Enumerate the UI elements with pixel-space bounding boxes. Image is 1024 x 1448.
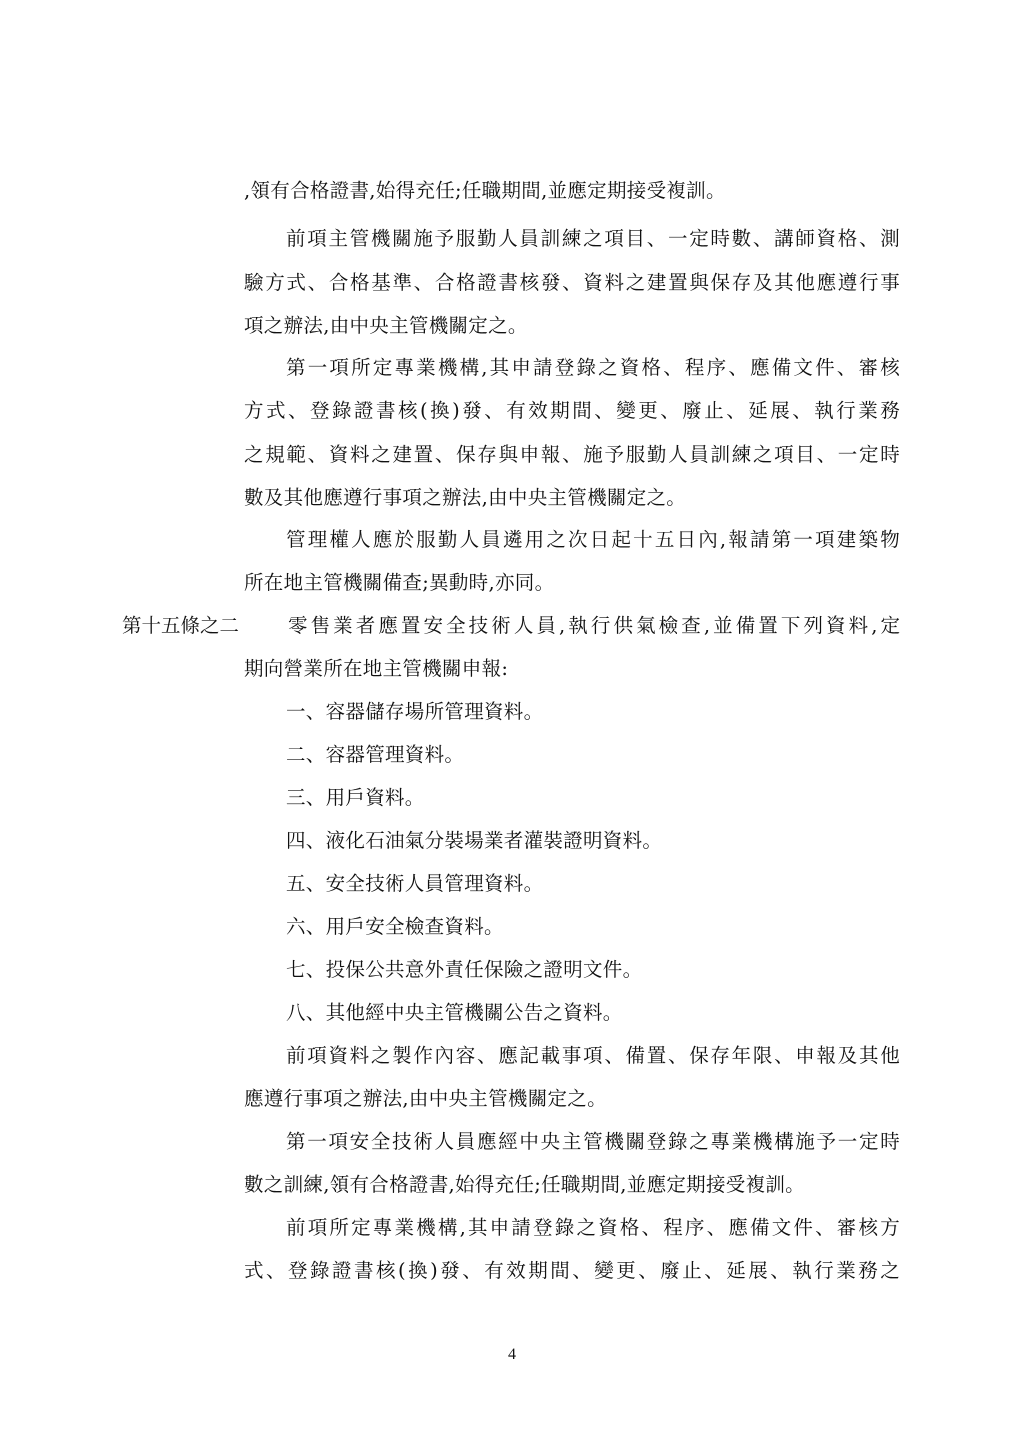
text-line: 應遵行事項之辦法,由中央主管機關定之。: [244, 1087, 607, 1110]
article-label: 第十五條之二: [122, 614, 240, 637]
text-line: 數及其他應遵行事項之辦法,由中央主管機關定之。: [244, 486, 687, 509]
article-first-line: 零售業者應置安全技術人員,執行供氣檢查,並備置下列資料,定: [288, 614, 900, 637]
list-item: 三、用戶資料。: [286, 786, 425, 809]
text-line: 之規範、資料之建置、保存與申報、施予服勤人員訓練之項目、一定時: [244, 443, 900, 466]
page-number: 4: [508, 1346, 516, 1363]
list-item: 四、液化石油氣分裝場業者灌裝證明資料。: [286, 829, 663, 852]
text-line: 方式、登錄證書核(換)發、有效期間、變更、廢止、延展、執行業務: [244, 399, 900, 422]
list-item: 八、其他經中央主管機關公告之資料。: [286, 1001, 623, 1024]
paragraph-first-line: 前項資料之製作內容、應記載事項、備置、保存年限、申報及其他: [286, 1044, 900, 1067]
article-second-line: 期向營業所在地主管機關申報:: [244, 657, 509, 680]
paragraph-first-line: 前項主管機關施予服勤人員訓練之項目、一定時數、講師資格、測: [286, 227, 900, 250]
list-item: 七、投保公共意外責任保險之證明文件。: [286, 958, 643, 981]
list-item: 六、用戶安全檢查資料。: [286, 915, 504, 938]
list-item: 一、容器儲存場所管理資料。: [286, 700, 544, 723]
text-line: 驗方式、合格基準、合格證書核發、資料之建置與保存及其他應遵行事: [244, 271, 900, 294]
paragraph-first-line: 第一項安全技術人員應經中央主管機關登錄之專業機構施予一定時: [286, 1130, 900, 1153]
list-item: 二、容器管理資料。: [286, 743, 465, 766]
text-line: 數之訓練,領有合格證書,始得充任;任職期間,並應定期接受複訓。: [244, 1173, 805, 1196]
paragraph-first-line: 第一項所定專業機構,其申請登錄之資格、程序、應備文件、審核: [286, 356, 900, 379]
paragraph-first-line: 前項所定專業機構,其申請登錄之資格、程序、應備文件、審核方: [286, 1216, 900, 1239]
text-line: ,領有合格證書,始得充任;任職期間,並應定期接受複訓。: [244, 179, 726, 202]
list-item: 五、安全技術人員管理資料。: [286, 872, 544, 895]
text-line: 式、登錄證書核(換)發、有效期間、變更、廢止、延展、執行業務之: [244, 1259, 900, 1282]
text-line: 項之辦法,由中央主管機關定之。: [244, 314, 528, 337]
text-line: 所在地主管機關備查;異動時,亦同。: [244, 571, 555, 594]
paragraph-first-line: 管理權人應於服勤人員遴用之次日起十五日內,報請第一項建築物: [286, 528, 900, 551]
